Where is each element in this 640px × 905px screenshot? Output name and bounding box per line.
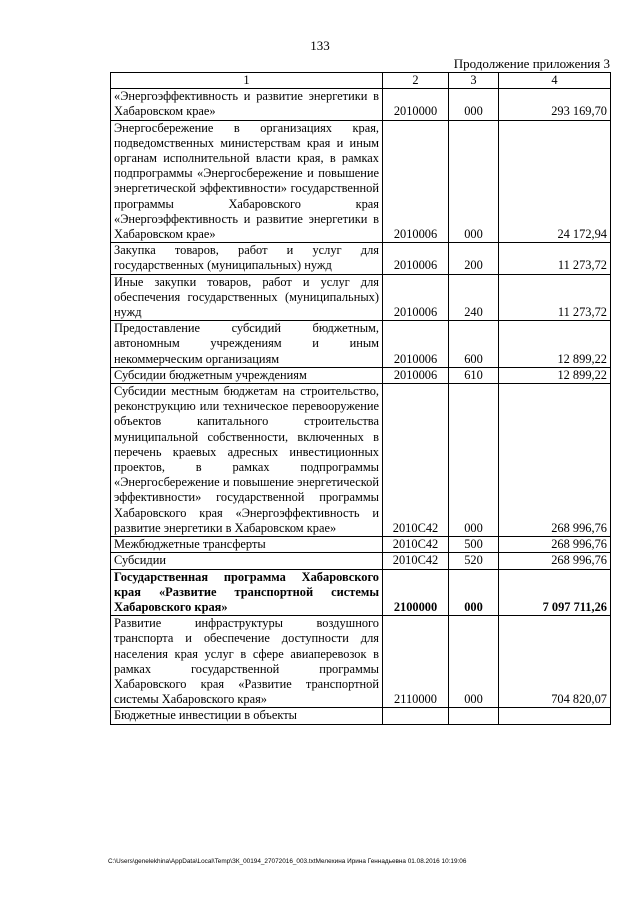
row-expense-type: 610 [449,367,499,383]
continuation-label: Продолжение приложения 3 [453,56,610,71]
row-code: 2010С42 [383,384,449,537]
row-amount: 24 172,94 [499,120,611,243]
row-description: Субсидии местным бюджетам на строительство, реконструкцию или техническое перевооружение объектов капитального строительства муниципальной собственности, включенных в перечень краевых адресных инвестиционных проектов, в рамках подпрограммы «Энергосбережение и повышение энергетической эффективности» государственной программы Хабаровского края «Энергоэффективность и развитие энергетики в Хабаровском крае» [111,384,383,537]
row-amount [499,708,611,724]
table-row [111,384,611,537]
row-description: «Энергоэффективность и развитие энергетики в Хабаровском крае» [111,89,383,120]
page-number: 133 [310,38,330,53]
row-amount: 11 273,72 [499,274,611,321]
row-description: Бюджетные инвестиции в объекты [111,708,383,724]
row-description: Субсидии бюджетным учреждениям [111,367,383,383]
row-amount: 268 996,76 [499,537,611,553]
table-header-row [111,73,611,89]
table-row [111,537,611,553]
table-row [111,89,611,120]
row-amount: 11 273,72 [499,243,611,274]
table-row [111,120,611,243]
row-code [383,708,449,724]
file-path-footer: C:\Users\genelekhina\AppData\Local\Temp\ЗК_00194_27072016_003.txtМелехина Ирина Геннадьевна 01.08.2016 10:19:06 [108,858,467,865]
row-code: 2010006 [383,321,449,368]
row-amount: 293 169,70 [499,89,611,120]
row-expense-type: 000 [449,120,499,243]
header-col-1: 1 [111,73,383,89]
row-code: 2100000 [383,569,449,616]
row-expense-type: 240 [449,274,499,321]
row-code: 2010006 [383,120,449,243]
row-code: 2010006 [383,274,449,321]
table-row [111,708,611,724]
table-row [111,367,611,383]
table-row [111,616,611,708]
row-description: Развитие инфраструктуры воздушного транспорта и обеспечение доступности для населения края услуг в сфере авиаперевозок в рамках государственной программы Хабаровского края «Развитие транспортной системы Хабаровского края» [111,616,383,708]
row-description: Межбюджетные трансферты [111,537,383,553]
row-expense-type: 000 [449,384,499,537]
row-amount: 12 899,22 [499,321,611,368]
row-code: 2010С42 [383,537,449,553]
row-code: 2110000 [383,616,449,708]
row-expense-type: 500 [449,537,499,553]
row-amount: 12 899,22 [499,367,611,383]
row-expense-type [449,708,499,724]
row-code: 2010000 [383,89,449,120]
row-description: Закупка товаров, работ и услуг для государственных (муниципальных) нужд [111,243,383,274]
table-row [111,274,611,321]
table-row [111,553,611,569]
row-expense-type: 520 [449,553,499,569]
row-expense-type: 600 [449,321,499,368]
row-description: Энергосбережение в организациях края, подведомственных министерствам края и иным органам исполнительной власти края, в рамках подпрограммы «Энергосбережение и повышение энергетической эффективности» государственной программы Хабаровского края «Энергоэффективность и развитие энергетики в Хабаровском крае» [111,120,383,243]
row-expense-type: 200 [449,243,499,274]
row-code: 2010006 [383,367,449,383]
row-amount: 704 820,07 [499,616,611,708]
table-body [111,89,611,724]
header-col-3: 3 [449,73,499,89]
table-row [111,243,611,274]
table-row [111,321,611,368]
row-amount: 7 097 711,26 [499,569,611,616]
row-description: Субсидии [111,553,383,569]
row-description: Иные закупки товаров, работ и услуг для обеспечения государственных (муниципальных) нужд [111,274,383,321]
row-code: 2010006 [383,243,449,274]
budget-table [110,72,611,725]
row-expense-type: 000 [449,616,499,708]
row-description: Предоставление субсидий бюджетным, автономным учреждениям и иным некоммерческим организациям [111,321,383,368]
row-expense-type: 000 [449,569,499,616]
row-description: Государственная программа Хабаровского края «Развитие транспортной системы Хабаровского края» [111,569,383,616]
row-amount: 268 996,76 [499,553,611,569]
row-amount: 268 996,76 [499,384,611,537]
row-code: 2010С42 [383,553,449,569]
table-row [111,569,611,616]
header-col-2: 2 [383,73,449,89]
row-expense-type: 000 [449,89,499,120]
header-col-4: 4 [499,73,611,89]
